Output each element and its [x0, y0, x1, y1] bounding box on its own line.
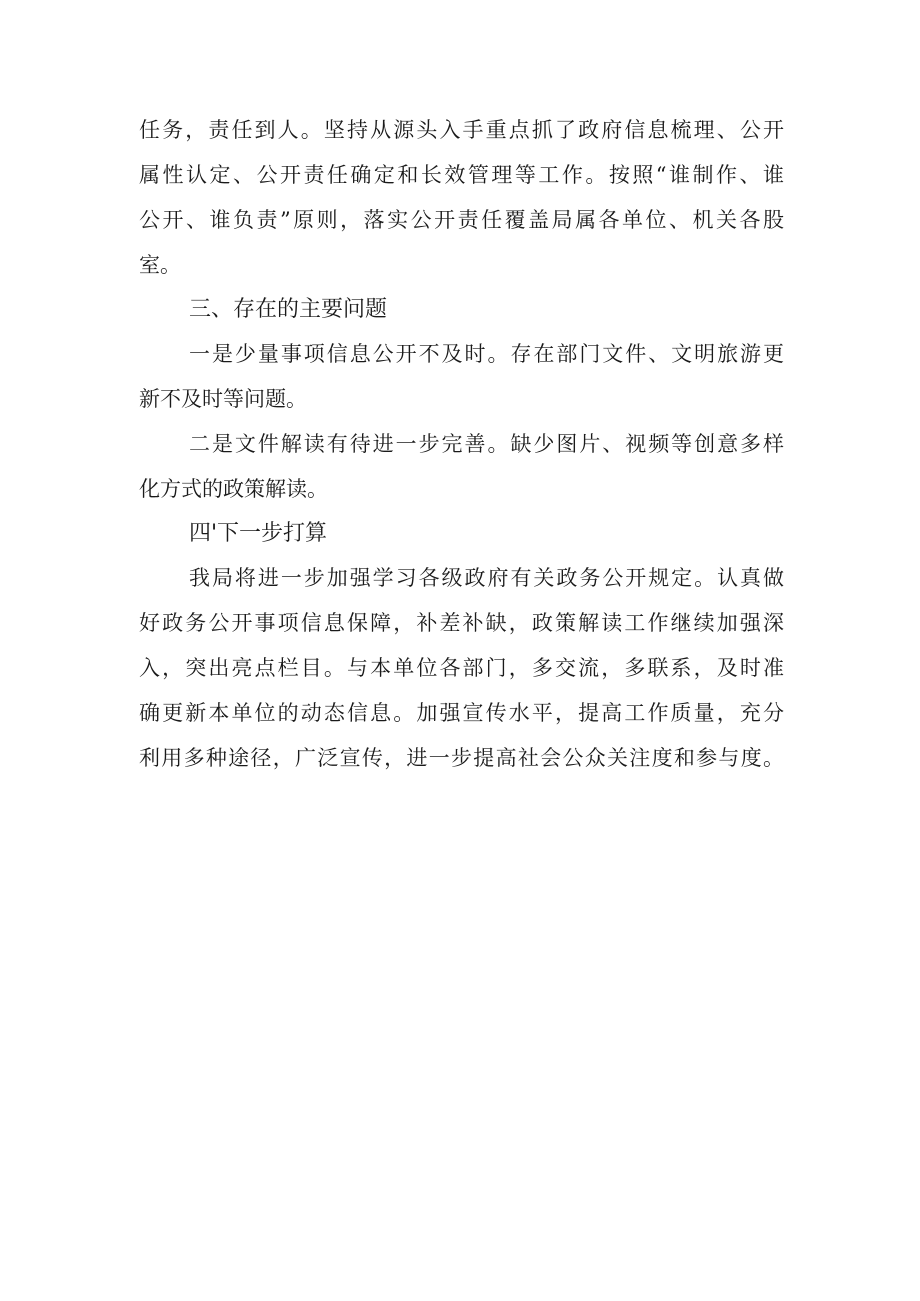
paragraph-line: 二是文件解读有待进一步完善。缺少图片、视频等创意多样 [189, 432, 784, 456]
next-steps-paragraph [139, 556, 784, 781]
paragraph-line: 一是少量事项信息公开不及时。存在部门文件、文明旅游更 [189, 342, 784, 366]
paragraph-line: 好政务公开事项信息保障，补差补缺，政策解读工作继续加强深 [139, 611, 784, 635]
paragraph-line: 公开、谁负责”原则，落实公开责任覆盖局属各单位、机关各股 [139, 208, 784, 232]
paragraph-line: 室。 [139, 253, 181, 277]
paragraph-line: 新不及时等问题。 [139, 387, 307, 411]
intro-paragraph [139, 108, 784, 288]
problem-item-2 [139, 422, 784, 512]
paragraph-line: 入，突出亮点栏目。与本单位各部门，多交流，多联系，及时准 [139, 656, 784, 680]
paragraph-line: 我局将进一步加强学习各级政府有关政务公开规定。认真做 [189, 566, 784, 590]
paragraph-line: 属性认定、公开责任确定和长效管理等工作。按照“谁制作、谁 [139, 163, 784, 187]
paragraph-line: 利用多种途径，广泛宣传，进一步提高社会公众关注度和参与度。 [139, 746, 784, 770]
document-body [139, 108, 784, 781]
problem-item-1 [139, 332, 784, 422]
section-heading-problems: 三、存在的主要问题 [189, 297, 388, 322]
section-heading-next-steps: 四'下一步打算 [189, 521, 328, 546]
paragraph-line: 化方式的政策解读。 [139, 477, 328, 501]
paragraph-line: 确更新本单位的动态信息。加强宣传水平，提高工作质量，充分 [139, 701, 784, 725]
paragraph-line: 任务，责任到人。坚持从源头入手重点抓了政府信息梳理、公开 [139, 118, 784, 142]
